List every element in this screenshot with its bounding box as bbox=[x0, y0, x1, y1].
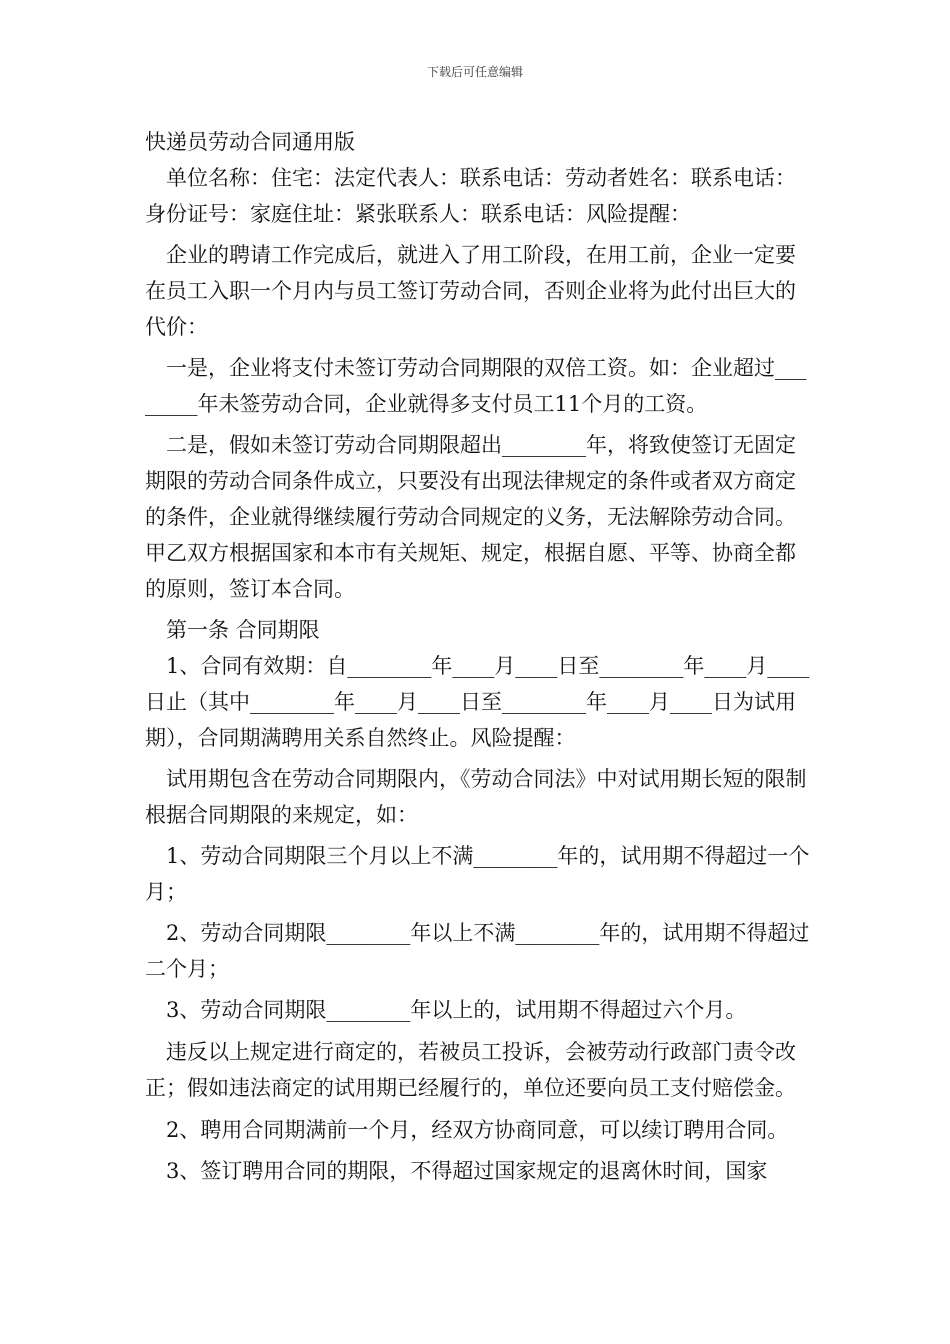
document-title: 快递员劳动合同通用版 bbox=[145, 130, 355, 154]
paragraph-violation: 违反以上规定进行商定的，若被员工投诉，会被劳动行政部门责令改正；假如违法商定的试用期已经履行的，单位还要向员工支付赔偿金。 bbox=[145, 1040, 796, 1100]
paragraph-probation-item-1: 1、劳动合同期限三个月以上不满________年的，试用期不得超过一个月； bbox=[145, 844, 810, 904]
paragraph-point-two: 二是，假如未签订劳动合同期限超出________年，将致使签订无固定期限的劳动合同条件成立，只要没有出现法律规定的条件或者双方商定的条件，企业就得继续履行劳动合同规定的义务，无法解除劳动合同。甲乙双方根据国家和本市有关规矩、规定，根据自愿、平等、协商全都的原则，签订本合同。 bbox=[145, 433, 796, 601]
paragraph-point-one: 一是，企业将支付未签订劳动合同期限的双倍工资。如：企业超过________年未签劳动合同，企业就得多支付员工11个月的工资。 bbox=[145, 356, 807, 416]
paragraph-probation-rule: 试用期包含在劳动合同期限内，《劳动合同法》中对试用期长短的限制根据合同期限的来规定，如： bbox=[145, 767, 807, 827]
download-note: 下载后可任意编辑 bbox=[426, 65, 523, 79]
paragraph-term-limit: 3、签订聘用合同的期限，不得超过国家规定的退离休时间，国家 bbox=[166, 1159, 768, 1183]
paragraph-party-info: 单位名称：住宅：法定代表人：联系电话：劳动者姓名：联系电话：身份证号：家庭住址：紧张联系人：联系电话：风险提醒： bbox=[145, 166, 796, 226]
section-heading-article-one: 第一条 合同期限 bbox=[166, 618, 320, 642]
document-body bbox=[145, 124, 811, 1189]
paragraph-contract-term: 1、合同有效期：自________年____月____日至________年____月____日止（其中________年____月____日至________年____月____日为试用期），合同期满聘用关系自然终止。风险提醒： bbox=[145, 654, 810, 750]
paragraph-intro: 企业的聘请工作完成后，就进入了用工阶段，在用工前，企业一定要在员工入职一个月内与员工签订劳动合同，否则企业将为此付出巨大的代价： bbox=[145, 243, 796, 339]
paragraph-probation-item-2: 2、劳动合同期限________年以上不满________年的，试用期不得超过二个月； bbox=[145, 921, 810, 981]
paragraph-renewal: 2、聘用合同期满前一个月，经双方协商同意，可以续订聘用合同。 bbox=[166, 1118, 789, 1142]
paragraph-probation-item-3: 3、劳动合同期限________年以上的，试用期不得超过六个月。 bbox=[166, 998, 747, 1022]
